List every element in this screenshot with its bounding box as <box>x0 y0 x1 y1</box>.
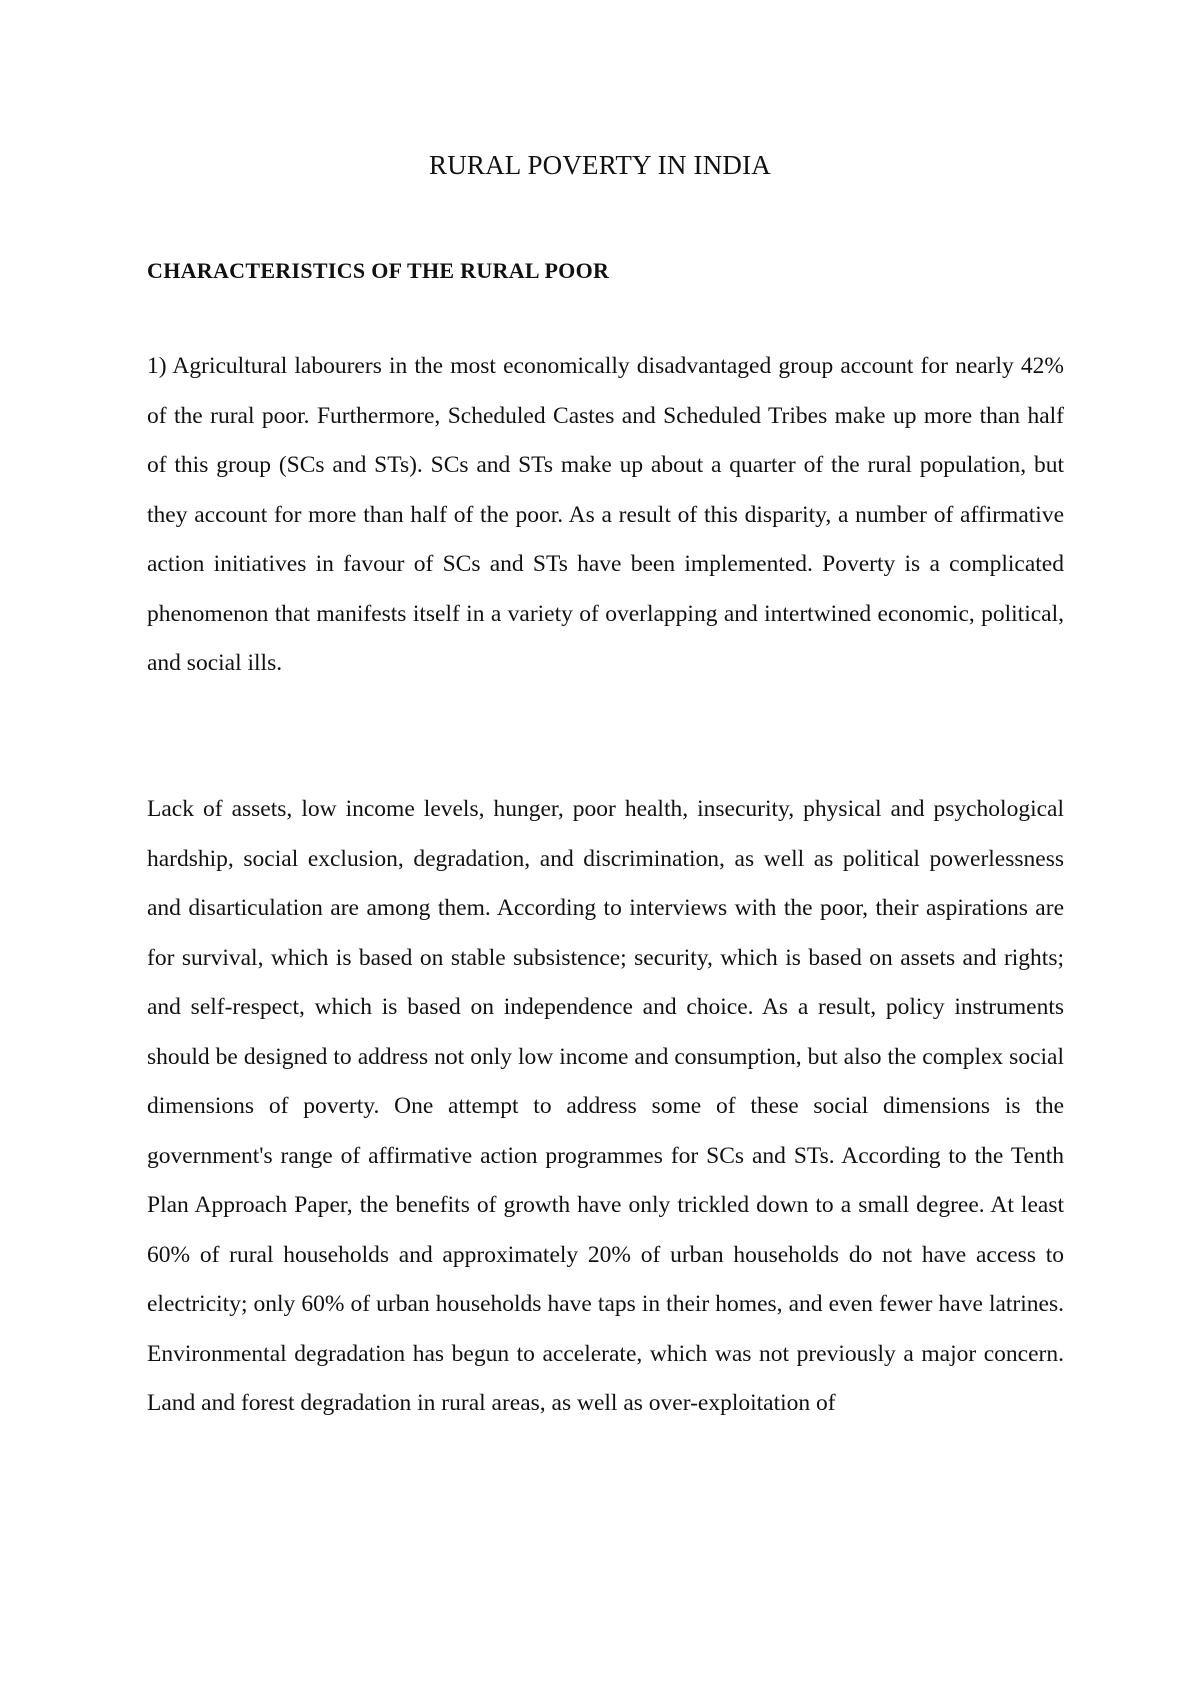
paragraph-1: 1) Agricultural labourers in the most economically disadvantaged group account for nearly 42% of the rural poor. Furthermore, Scheduled Castes and Scheduled Tribes make up more than half of this group (SCs and STs). SCs and STs make up about a quarter of the rural population, but they account for more than half of the poor. As a result of this disparity, a number of affirmative action initiatives in favour of SCs and STs have been implemented. Poverty is a complicated phenomenon that manifests itself in a variety of overlapping and intertwined economic, political, and social ills. <box>147 353 1064 676</box>
section-heading: CHARACTERISTICS OF THE RURAL POOR <box>147 258 610 283</box>
document-title: RURAL POVERTY IN INDIA <box>428 150 771 180</box>
paragraph-2: Lack of assets, low income levels, hunger, poor health, insecurity, physical and psychological hardship, social exclusion, degradation, and discrimination, as well as political powerlessness and disarticulation are among them. According to interviews with the poor, their aspirations are for survival, which is based on stable subsistence; security, which is based on assets and rights; and self-respect, which is based on independence and choice. As a result, policy instruments should be designed to address not only low income and consumption, but also the complex social dimensions of poverty. One attempt to address some of these social dimensions is the government's range of affirmative action programmes for SCs and STs. According to the Tenth Plan Approach Paper, the benefits of growth have only trickled down to a small degree. At least 60% of rural households and approximately 20% of urban households do not have access to electricity; only 60% of urban households have taps in their homes, and even fewer have latrines. Environmental degradation has begun to accelerate, which was not previously a major concern. Land and forest degradation in rural areas, as well as over-exploitation of <box>147 796 1064 1416</box>
